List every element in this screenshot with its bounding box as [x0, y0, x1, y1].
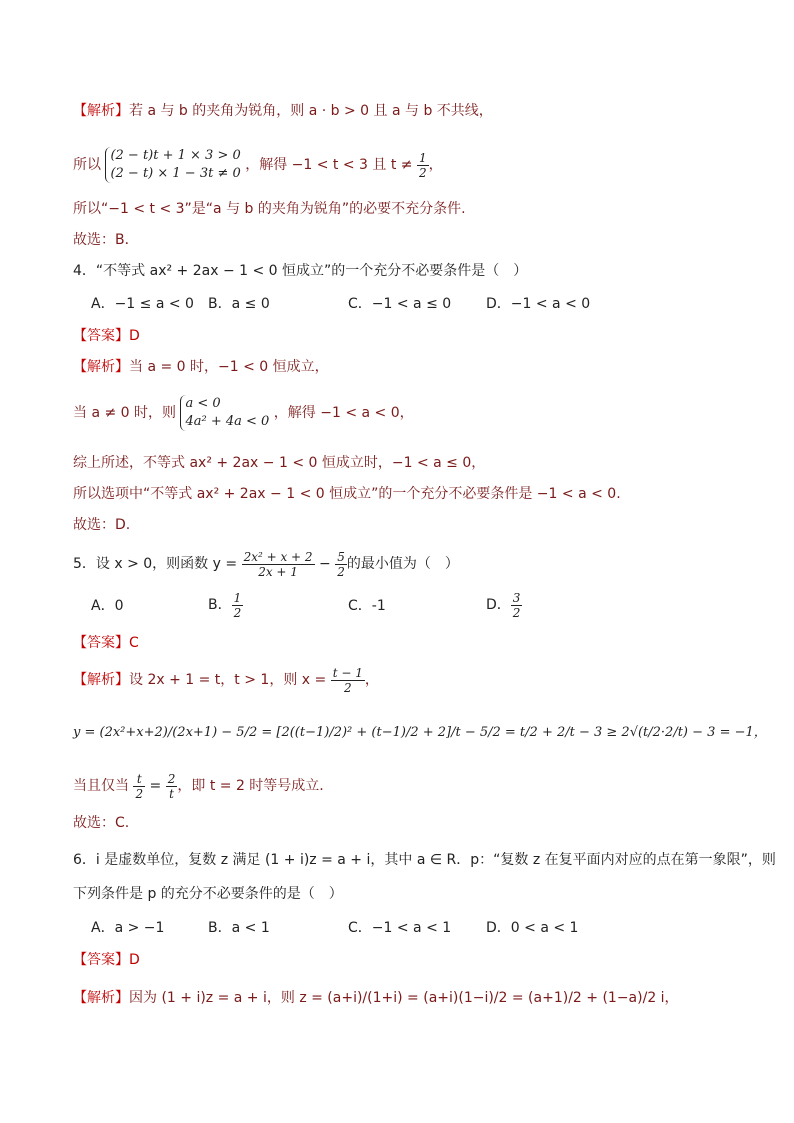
q4-option-b: B．a ≤ 0	[208, 296, 270, 312]
q6-stem-line1: 6．i 是虚数单位，复数 z 满足 (1 + i)z = a + i，其中 a ∈ R．p：“复数 z 在复平面内对应的点在第一象限”，则	[73, 852, 776, 868]
fraction: $\frac{5}{2}$	[337, 549, 345, 579]
q4-summary: 综上所述，不等式 ax² + 2ax − 1 < 0 恒成立时，−1 < a ≤ 0，	[73, 455, 486, 471]
q6-analysis-line1: 【解析】因为 (1 + i)z = a + i，则 z = (a+i)/(1+i) = (a+i)(1−i)/2 = (a+1)/2 + (1−a)/2 i，	[73, 990, 679, 1006]
analysis-tag: 【解析】	[73, 359, 129, 375]
analysis-tag: 【解析】	[73, 990, 129, 1006]
fraction: $\frac{1}{2}$	[233, 590, 242, 620]
q6-stem-line2: 下列条件是 p 的充分不必要条件的是（ ）	[73, 886, 343, 902]
analysis-tag: 【解析】	[73, 103, 129, 119]
q4-conclusion: 所以选项中“不等式 ax² + 2ax − 1 < 0 恒成立”的一个充分不必要条件是 −1 < a < 0.	[73, 486, 621, 502]
q4-answer: 【答案】D	[73, 328, 140, 344]
q5-derivation: y = (2x²+x+2)/(2x+1) − 5/2 = [2((t−1)/2)² + (t−1)/2 + 2]/t − 5/2 = t/2 + 2/t − 3 ≥ 2√(t/2·2/t) − 3 = −1，	[73, 725, 767, 740]
answer-tag: 【答案】	[73, 952, 129, 968]
q5-option-d: D． $\frac{3}{2}$	[486, 590, 521, 620]
q5-choose: 故选：C.	[73, 815, 130, 831]
q6-option-d: D．0 < a < 1	[486, 920, 579, 936]
q6-option-c: C．−1 < a < 1	[348, 920, 452, 936]
q3-system-line: 所以 (2 − t)t + 1 × 3 > 0 (2 − t) × 1 − 3t ≠ 0 ，解得 −1 < t < 3 且 t ≠ $\frac{1}{2}$ ，	[73, 148, 443, 181]
q5-answer: 【答案】C	[73, 635, 139, 651]
q4-system-line: 当 a ≠ 0 时，则 a < 0 4a² + 4a < 0 ，解得 −1 < a < 0，	[73, 396, 414, 429]
q4-option-d: D．−1 < a < 0	[486, 296, 591, 312]
answer-tag: 【答案】	[73, 635, 129, 651]
q3-equation-system: (2 − t)t + 1 × 3 > 0 (2 − t) × 1 − 3t ≠ 0	[105, 147, 240, 183]
q4-analysis-line1: 【解析】当 a = 0 时，−1 < 0 恒成立，	[73, 359, 329, 375]
q5-option-b: B． $\frac{1}{2}$	[208, 590, 242, 620]
q3-conclusion: 所以“−1 < t < 3”是“a 与 b 的夹角为锐角”的必要不充分条件.	[73, 201, 466, 217]
q4-choose: 故选：D.	[73, 517, 131, 533]
q6-option-a: A．a > −1	[91, 920, 165, 936]
q6-option-b: B．a < 1	[208, 920, 270, 936]
q3-analysis-line1: 【解析】若 a 与 b 的夹角为锐角，则 a · b > 0 且 a 与 b 不共线，	[73, 103, 493, 119]
fraction: $\frac{t - 1}{2}$	[332, 665, 363, 695]
q5-option-a: A．0	[91, 598, 124, 614]
q6-answer: 【答案】D	[73, 952, 140, 968]
fraction: $\frac{2}{t}$	[167, 771, 176, 801]
q4-equation-system: a < 0 4a² + 4a < 0	[180, 395, 269, 431]
fraction: $\frac{3}{2}$	[512, 590, 521, 620]
q3-choose: 故选：B．	[73, 232, 139, 248]
fraction: $\frac{t}{2}$	[135, 771, 144, 801]
q4-stem: 4．“不等式 ax² + 2ax − 1 < 0 恒成立”的一个充分不必要条件是（ ）	[73, 263, 528, 279]
q5-stem: 5．设 x > 0，则函数 y = $\frac{\text{2x² + x + 2}}{2x + 1}$ − $\frac{5}{2}$ 的最小值为（ ）	[73, 549, 459, 579]
fraction: $\frac{\text{2x² + x + 2}}{2x + 1}$	[243, 549, 313, 579]
q5-option-c: C．-1	[348, 598, 386, 614]
q5-equality-line: 当且仅当 $\frac{t}{2}$ = $\frac{2}{t}$ ，即 t = 2 时等号成立.	[73, 771, 324, 801]
q5-analysis-line1: 【解析】设 2x + 1 = t，t > 1，则 x = $\frac{t - 1}{2}$ ，	[73, 665, 379, 695]
analysis-tag: 【解析】	[73, 672, 129, 688]
q4-option-c: C．−1 < a ≤ 0	[348, 296, 452, 312]
fraction: $\frac{1}{2}$	[419, 150, 427, 180]
answer-tag: 【答案】	[73, 328, 129, 344]
q4-option-a: A．−1 ≤ a < 0	[91, 296, 194, 312]
